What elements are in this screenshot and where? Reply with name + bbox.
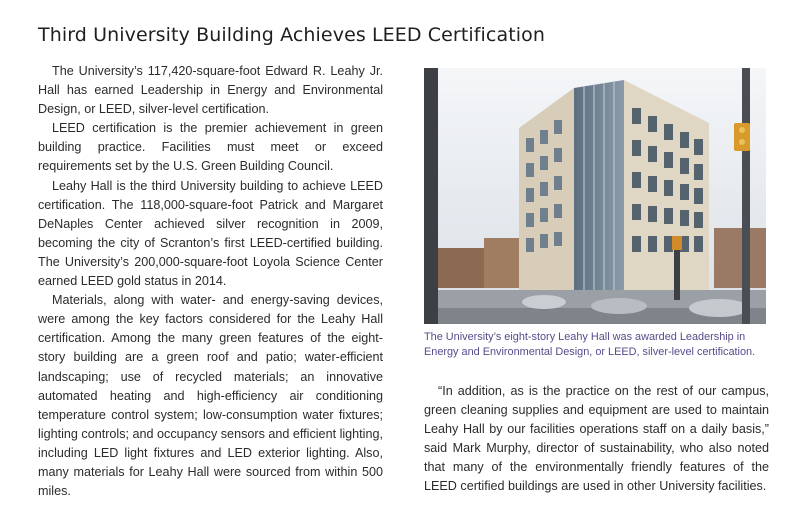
paragraph-quote: “In addition, as is the practice on the rest of our campus, green cleaning supplies and equipment are used to maintain Leahy Hall by our facilities operations staff on a daily basis,” said Mark Murphy, director of sustainability, who also noted that many of the environmentally friendly features of the LEED certified buildings are used in other University facilities. — [424, 384, 769, 494]
article-right-column — [424, 382, 769, 497]
photo-caption: The University’s eight-story Leahy Hall was awarded Leadership in Energy and Environmental Design, or LEED, silver-level certification. — [424, 331, 756, 358]
paragraph-leed-definition: LEED certification is the premier achievement in green building practice. Facilities must meet or exceed requirements set by the U.S. Green Building Council. — [38, 121, 383, 174]
paragraph-materials: Materials, along with water- and energy-saving devices, were among the key factors considered for the Leahy Hall certification. Among the many green features of the eight-story building are a green roof and patio; water-efficient landscaping; use of recycled materials; an innovative automated heating and high-efficiency air conditioning temperature control system; low-consumption water fixtures; lighting controls; and occupancy sensors and efficient lighting, including LED light fixtures and LED exterior lighting. Also, many materials for Leahy Hall were sourced from within 500 miles. — [38, 293, 383, 499]
paragraph-intro: The University’s 117,420-square-foot Edward R. Leahy Jr. Hall has earned Leadership in Energy and Environmental Design, or LEED, silver-level certification. — [38, 64, 383, 117]
article-left-column — [38, 62, 383, 501]
article-title: Third University Building Achieves LEED Certification — [38, 24, 546, 46]
leahy-hall-photo — [424, 68, 766, 324]
paragraph-third-building: Leahy Hall is the third University building to achieve LEED certification. The 118,000-square-foot Patrick and Margaret DeNaples Center achieved silver recognition in 2009, becoming the city of Scranton’s first LEED-certified building. The University’s 200,000-square-foot Loyola Science Center earned LEED gold status in 2014. — [38, 178, 383, 289]
